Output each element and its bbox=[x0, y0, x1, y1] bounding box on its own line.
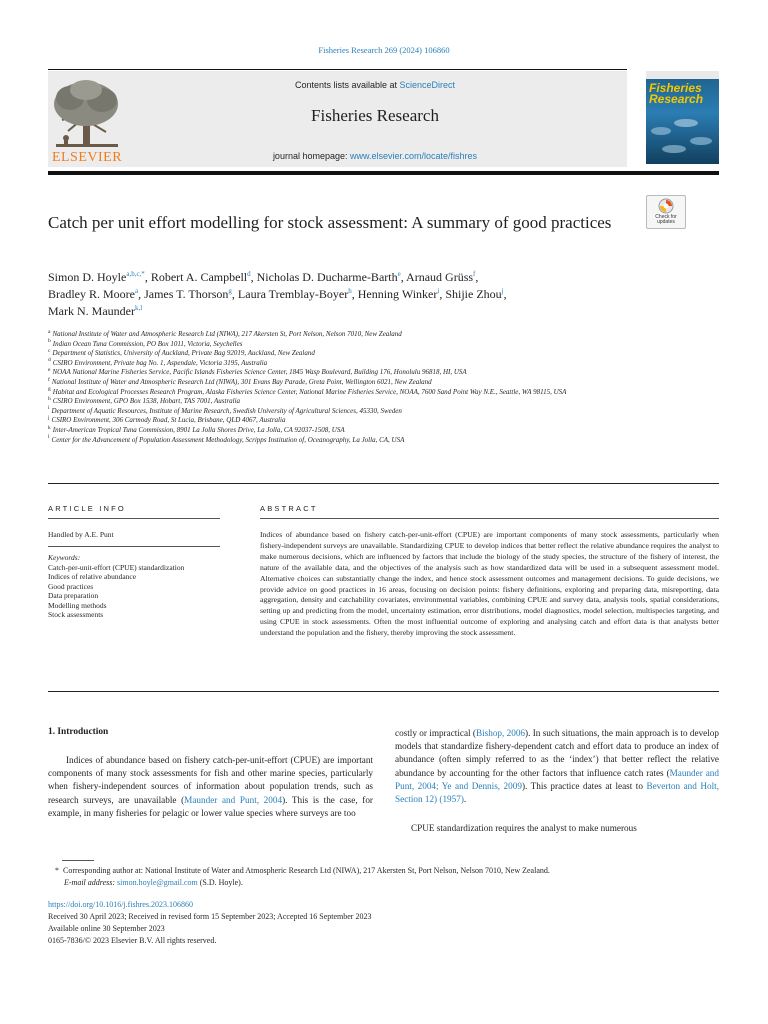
affiliation-letter: l bbox=[48, 434, 50, 441]
ref-maunder-punt-ye-dennis[interactable]: Maunder and Punt, 2004; Ye and Dennis, 2009 bbox=[395, 767, 719, 791]
author-name[interactable]: Shijie Zhou bbox=[445, 287, 502, 301]
author-separator: , bbox=[231, 287, 238, 301]
article-title: Catch per unit effort modelling for stock assessment: A summary of good practices bbox=[48, 213, 612, 232]
author-affiliation-marker[interactable]: g bbox=[228, 287, 232, 295]
handled-by: Handled by A.E. Punt bbox=[48, 530, 114, 539]
intro-p2-text-a: costly or impractical ( bbox=[395, 728, 476, 738]
keyword-item: Data preparation bbox=[48, 591, 99, 600]
asterisk-mark: * bbox=[55, 866, 63, 875]
author-separator: , bbox=[400, 270, 407, 284]
affiliation-letter: d bbox=[48, 357, 51, 364]
ref-beverton-holt[interactable]: Beverton and Holt, Section 12) (1957) bbox=[395, 780, 719, 805]
email-suffix: (S.D. Hoyle). bbox=[197, 878, 243, 887]
affiliation-item bbox=[48, 368, 638, 378]
header-bottom-rule bbox=[48, 171, 719, 175]
abstract-bottom-rule bbox=[48, 691, 719, 692]
author-name[interactable]: Mark N. Maunder bbox=[48, 304, 135, 318]
header-top-rule bbox=[48, 69, 627, 70]
author-affiliation-marker[interactable]: f bbox=[473, 270, 476, 278]
check-for-updates-button[interactable] bbox=[646, 195, 686, 229]
abstract-heading: ABSTRACT bbox=[260, 504, 318, 513]
author-name[interactable]: Robert A. Campbell bbox=[150, 270, 248, 284]
homepage-prefix: journal homepage: bbox=[272, 151, 350, 161]
cover-title-line2: Research bbox=[649, 92, 704, 106]
available-online: Available online 30 September 2023 bbox=[48, 924, 165, 933]
ref-bishop-2006[interactable]: Bishop, 2006 bbox=[475, 728, 526, 738]
author-separator: , bbox=[439, 287, 446, 301]
affiliation-text: CSIRO Environment, 306 Carmody Road, St Lucia, Brisbane, QLD 4067, Australia bbox=[51, 416, 286, 425]
affiliation-item bbox=[48, 407, 638, 417]
article-info-top-rule bbox=[48, 483, 719, 484]
affiliation-item bbox=[48, 340, 638, 350]
affiliation-item bbox=[48, 436, 638, 446]
affiliation-text: Habitat and Ecological Processes Research Program, Alaska Fisheries Science Center, National Marine Fisheries Service, NOAA, 7600 Sand Point Way N.E., Seattle, WA 98115, USA bbox=[52, 387, 567, 396]
check-updates-icon bbox=[658, 198, 674, 214]
affiliation-text: National Institute of Water and Atmospheric Research Ltd (NIWA), 301 Evans Bay Parade, Greta Point, Wellington 6021, New Zealand bbox=[51, 377, 432, 386]
author-affiliation-marker[interactable]: d bbox=[247, 270, 251, 278]
keywords-block bbox=[48, 553, 248, 620]
author-name[interactable]: Arnaud Grüss bbox=[406, 270, 474, 284]
affiliation-text: Center for the Advancement of Population Assessment Methodology, Scripps Institution of, Oceanography, La Jolla, CA, USA bbox=[51, 435, 405, 444]
author-name[interactable]: Laura Tremblay-Boyer bbox=[237, 287, 349, 301]
intro-p2-text-d: . bbox=[463, 794, 467, 805]
author-affiliation-marker[interactable]: j bbox=[501, 287, 504, 295]
keyword-item: Stock assessments bbox=[48, 610, 104, 619]
affiliation-item bbox=[48, 426, 638, 436]
keyword-list bbox=[48, 563, 248, 620]
contents-available bbox=[130, 80, 620, 90]
cover-title bbox=[649, 83, 703, 105]
keyword-item: Good practices bbox=[48, 581, 94, 591]
author-name[interactable]: Bradley R. Moore bbox=[48, 287, 135, 301]
article-info-rule bbox=[48, 518, 220, 519]
affiliation-text: NOAA National Marine Fisheries Service, Pacific Islands Fisheries Science Center, 1845 Wasp Boulevard, Building 176, Honolulu 96818, HI, USA bbox=[52, 368, 467, 377]
author-list bbox=[48, 269, 688, 320]
intro-paragraph-3: CPUE standardization requires the analyst to make numerous bbox=[411, 823, 637, 833]
author-separator: , bbox=[351, 287, 358, 301]
cover-title-line1: Fisheries bbox=[649, 81, 702, 95]
author-separator: , bbox=[250, 270, 257, 284]
affiliation-letter: i bbox=[48, 405, 50, 412]
affiliation-letter: j bbox=[48, 415, 50, 422]
affiliation-letter: a bbox=[48, 328, 51, 335]
journal-cover-image[interactable] bbox=[646, 71, 719, 164]
author-affiliation-marker[interactable]: a bbox=[134, 287, 139, 295]
intro-paragraph-1 bbox=[48, 754, 373, 820]
author-affiliation-marker[interactable]: i bbox=[437, 287, 440, 295]
copyright-notice: 0165-7836/© 2023 Elsevier B.V. All rights reserved. bbox=[48, 936, 217, 945]
email-label: E-mail address: bbox=[64, 878, 118, 887]
affiliation-text: Indian Ocean Tuna Commission, PO Box 1011, Victoria, Seychelles bbox=[52, 339, 243, 348]
keywords-top-rule bbox=[48, 546, 220, 547]
author-affiliation-marker[interactable]: e bbox=[397, 270, 401, 278]
email-link[interactable]: simon.hoyle@gmail.com bbox=[117, 878, 198, 887]
check-updates-label: Check for updates bbox=[655, 214, 677, 225]
author-separator: , bbox=[138, 287, 145, 301]
author-separator: , bbox=[503, 287, 507, 301]
author-separator: , bbox=[144, 270, 151, 284]
author-name[interactable]: James T. Thorson bbox=[144, 287, 229, 301]
introduction-heading: 1. Introduction bbox=[48, 727, 109, 737]
intro-p2-text-b: ). In such situations, the main approach is to develop models that standardize fishery-dependent catch and effort data to produce an index of abundance (often simply referred to as the ‘index’) that better reflect the relative abundance by accounting for the other factors that influence catch rates ( bbox=[395, 728, 719, 778]
author-name[interactable]: Nicholas D. Ducharme-Barth bbox=[256, 270, 398, 284]
article-info-heading: ARTICLE INFO bbox=[48, 504, 126, 513]
footnote-rule bbox=[62, 860, 94, 861]
abstract-rule bbox=[260, 518, 719, 519]
keyword-item: Indices of relative abundance bbox=[48, 572, 137, 581]
affiliation-letter: g bbox=[48, 386, 51, 393]
affiliation-text: National Institute of Water and Atmospheric Research Ltd (NIWA), 217 Akersten St, Port Nelson, Nelson 7010, New Zealand bbox=[52, 330, 402, 338]
affiliation-letter: b bbox=[48, 338, 51, 345]
sciencedirect-link[interactable]: ScienceDirect bbox=[399, 80, 456, 90]
affiliation-item bbox=[48, 349, 638, 359]
author-name[interactable]: Simon D. Hoyle bbox=[48, 270, 127, 284]
journal-homepage bbox=[130, 151, 620, 161]
affiliation-letter: c bbox=[48, 347, 51, 354]
journal-citation[interactable]: Fisheries Research 269 (2024) 106860 bbox=[318, 45, 450, 55]
affiliation-text: Inter-American Tropical Tuna Commission, 8901 La Jolla Shores Drive, La Jolla, CA 92037-1508, USA bbox=[52, 425, 345, 434]
abstract-text: Indices of abundance based on fishery catch-per-unit-effort (CPUE) are important components of many stock assessments, particularly when fishery-independent surveys are unavailable. Standardizing CPUE to develop indices that better reflect the relative abundance requires the analyst to make numerous decisions, which are influenced by factors that include the biology of the study species, the structure of the fishery of interest, the nature of the available data, and the objectives of the analysis such as how standardized data will be used in a subsequent assessment model. Alternative choices can substantially change the index, and hence stock assessment outcomes and management decisions. To guide decisions, we provide advice on good practices in 16 areas, focusing on decision points: fishery definitions, exploring and preparing data, misreporting, data aggregation, density and catchability covariates, environmental variables, combining CPUE and survey data, analysis tools, spatial considerations, setting up and predicting from the model, uncertainty estimation, error distributions, model diagnostics, model selection, multispecies targeting, and using CPUE in stock assessments. Often the most influential outcome of exploring and analysing catch and effort data is that analysts better understand the population and the fishery, thereby improving the stock assessment. bbox=[260, 530, 719, 638]
intro-p1-text-a: Indices of abundance based on fishery catch-per-unit-effort (CPUE) are important components of many stock assessments for fish and other marine species, particularly when fishery-independent sources of information about population trends, such as research surveys, are unavailable ( bbox=[48, 755, 373, 805]
affiliation-item bbox=[48, 397, 638, 407]
ref-maunder-punt-2004[interactable]: Maunder and Punt, 2004 bbox=[184, 794, 283, 805]
keyword-item: Catch-per-unit-effort (CPUE) standardization bbox=[48, 562, 185, 572]
author-affiliation-marker[interactable]: k,l bbox=[134, 304, 143, 312]
email-note bbox=[64, 877, 714, 889]
elsevier-wordmark: ELSEVIER bbox=[51, 150, 123, 165]
author-affiliation-marker[interactable]: h bbox=[348, 287, 352, 295]
intro-p1-text-b: ). This is the case, for example, in many fisheries for pelagic or lower value species where surveys are too bbox=[48, 794, 373, 818]
affiliation-item bbox=[48, 330, 638, 340]
affiliation-list bbox=[48, 330, 638, 445]
affiliation-letter: f bbox=[48, 376, 50, 383]
homepage-link[interactable]: www.elsevier.com/locate/fishres bbox=[350, 151, 478, 161]
affiliation-letter: e bbox=[48, 367, 51, 374]
affiliation-letter: k bbox=[48, 424, 51, 431]
author-separator: , bbox=[475, 270, 479, 284]
author-name[interactable]: Henning Winker bbox=[357, 287, 438, 301]
affiliation-text: Department of Aquatic Resources, Institute of Marine Research, Swedish University of Agricultural Sciences, 45330, Sweden bbox=[51, 406, 402, 415]
journal-title: Fisheries Research bbox=[311, 106, 439, 125]
affiliation-item bbox=[48, 416, 638, 426]
author-affiliation-marker[interactable]: a,b,c,* bbox=[126, 270, 145, 278]
received-dates: Received 30 April 2023; Received in revised form 15 September 2023; Accepted 16 September 2023 bbox=[48, 912, 372, 921]
corresponding-text: Corresponding author at: National Institute of Water and Atmospheric Research Ltd (NIWA), 217 Akersten St, Port Nelson, Nelson 7010, New Zealand. bbox=[63, 866, 550, 875]
fish-school-icon bbox=[646, 111, 719, 164]
intro-p2-text-c: ). This practice dates at least to bbox=[521, 780, 647, 791]
corresponding-author-note bbox=[55, 865, 719, 877]
affiliation-text: Department of Statistics, University of Auckland, Private Bag 92019, Auckland, New Zealand bbox=[52, 349, 315, 358]
affiliation-letter: h bbox=[48, 395, 51, 402]
affiliation-text: CSIRO Environment, GPO Box 1538, Hobart, TAS 7001, Australia bbox=[52, 397, 241, 406]
affiliation-text: CSIRO Environment, Private bag No. 1, Aspendale, Victoria 3195, Australia bbox=[52, 358, 268, 367]
contents-prefix: Contents lists available at bbox=[294, 80, 400, 90]
affiliation-item bbox=[48, 388, 638, 398]
keyword-item: Modelling methods bbox=[48, 600, 107, 610]
intro-paragraph-2 bbox=[395, 727, 719, 806]
affiliation-item bbox=[48, 359, 638, 369]
keywords-label: Keywords: bbox=[48, 553, 81, 562]
doi-link[interactable]: https://doi.org/10.1016/j.fishres.2023.106860 bbox=[48, 900, 193, 909]
affiliation-item bbox=[48, 378, 638, 388]
